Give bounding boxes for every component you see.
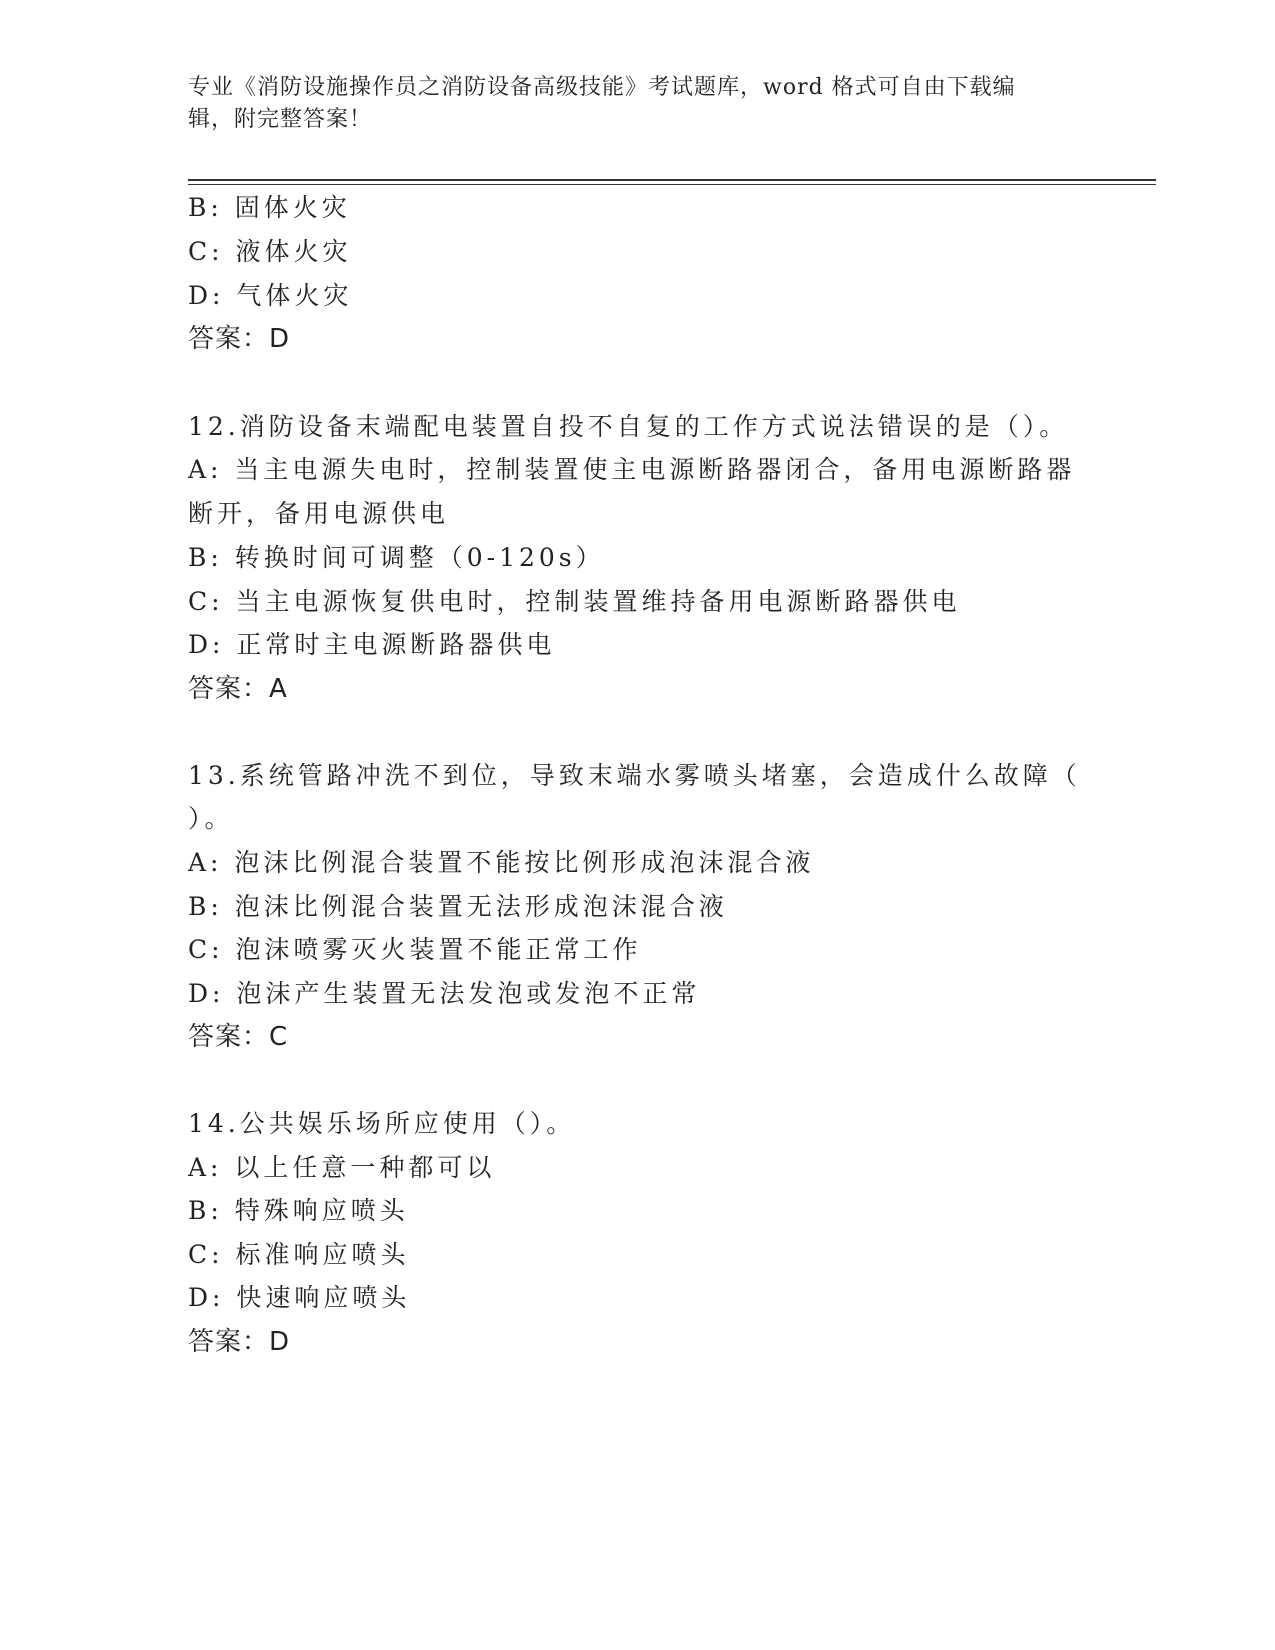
header-divider-thin xyxy=(188,184,1156,185)
q11-option-c: C: 液体火灾 xyxy=(188,237,352,266)
q13-question-line-2: ）。 xyxy=(188,804,234,833)
q13-option-c: C: 泡沫喷雾灭火装置不能正常工作 xyxy=(188,935,642,964)
document-header xyxy=(188,72,1078,136)
header-line-2: 辑，附完整答案！ xyxy=(188,107,373,132)
q12-option-b: B: 转换时间可调整（0-120s） xyxy=(188,543,605,572)
q13-option-a: A: 泡沫比例混合装置不能按比例形成泡沫混合液 xyxy=(188,848,815,877)
q14-option-c: C: 标准响应喷头 xyxy=(188,1240,410,1269)
q14-question: 14.公共娱乐场所应使用（）。 xyxy=(188,1109,576,1138)
q14-answer: 答案：D xyxy=(188,1327,291,1357)
q11-answer: 答案：D xyxy=(188,324,291,354)
q12-question: 12.消防设备末端配电装置自投不自复的工作方式说法错误的是（）。 xyxy=(188,412,1069,441)
header-divider-thick xyxy=(188,179,1156,181)
q12-option-a-line-1: A: 当主电源失电时，控制装置使主电源断路器闭合，备用电源断路器 xyxy=(188,455,1076,484)
q11-option-b: B: 固体火灾 xyxy=(188,193,351,222)
q13-answer: 答案：C xyxy=(188,1022,289,1052)
q12-option-a-line-2: 断开，备用电源供电 xyxy=(188,499,450,528)
q13-option-b: B: 泡沫比例混合装置无法形成泡沫混合液 xyxy=(188,892,728,921)
q14-option-a: A: 以上任意一种都可以 xyxy=(188,1153,496,1182)
header-line-1: 专业《消防设施操作员之消防设备高级技能》考试题库，word 格式可自由下载编 xyxy=(188,75,1016,100)
q12-option-d: D: 正常时主电源断路器供电 xyxy=(188,630,556,659)
q13-option-d: D: 泡沫产生装置无法发泡或发泡不正常 xyxy=(188,979,701,1008)
q11-option-d: D: 气体火灾 xyxy=(188,281,353,310)
q13-question-line-1: 13.系统管路冲洗不到位，导致末端水雾喷头堵塞，会造成什么故障（ xyxy=(188,761,1081,790)
q12-answer: 答案：A xyxy=(188,674,288,704)
q12-option-c: C: 当主电源恢复供电时，控制装置维持备用电源断路器供电 xyxy=(188,587,961,616)
q14-option-d: D: 快速响应喷头 xyxy=(188,1283,411,1312)
q14-option-b: B: 特殊响应喷头 xyxy=(188,1196,409,1225)
